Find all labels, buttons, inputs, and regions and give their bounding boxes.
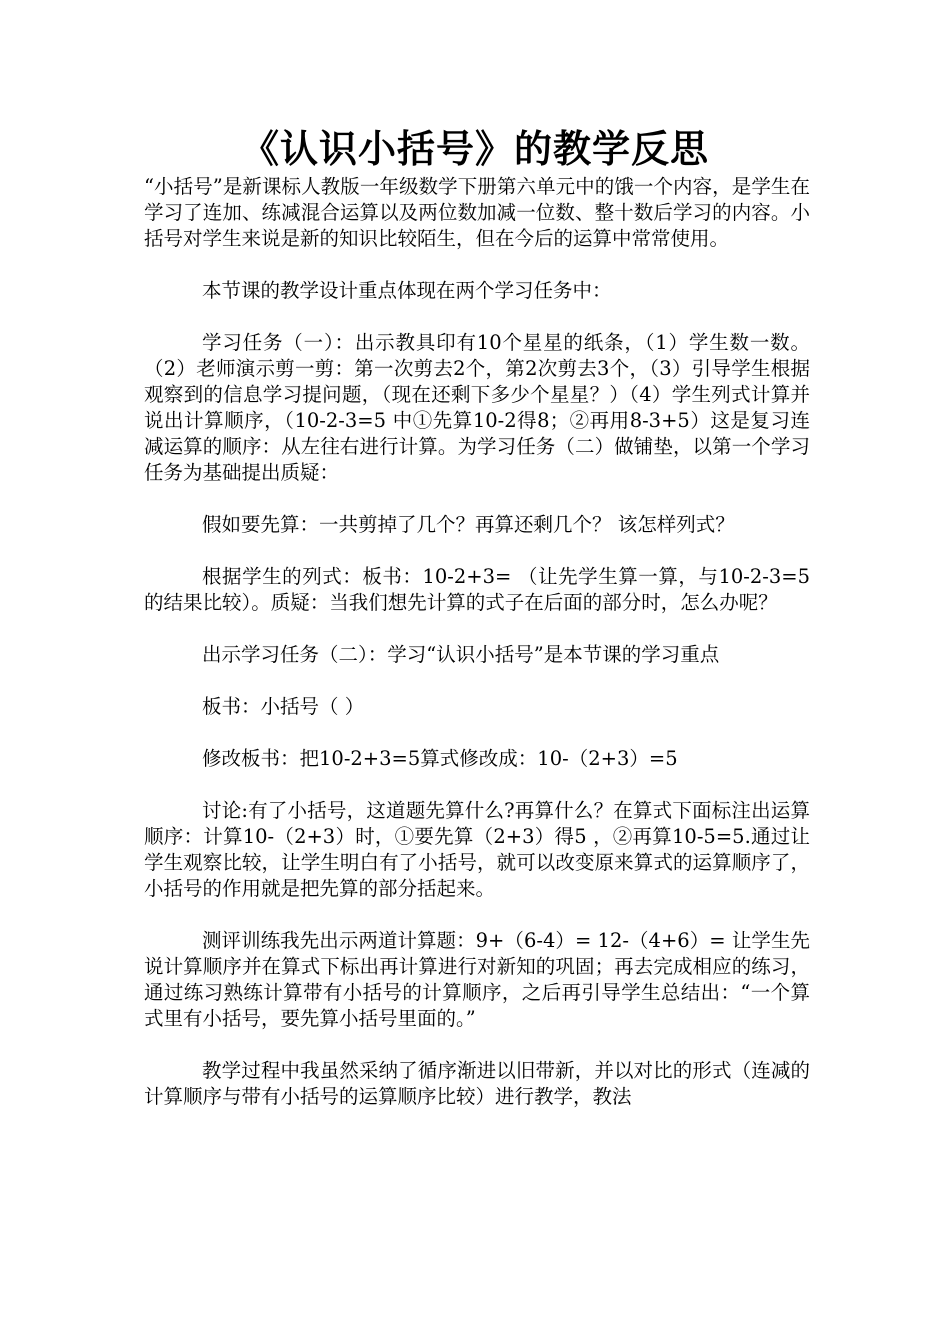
- paragraph-task-two: 出示学习任务（二）：学习“认识小括号”是本节课的学习重点: [202, 643, 720, 666]
- paragraph-assessment: 测评训练我先出示两道计算题：9+（6-4）= 12-（4+6）= 让学生先说计算顺序并在算式下标出再计算进行对新知的巩固；再去完成相应的练习，通过练习熟练计算带有小括号的计算顺序，之后再引导学生总结出：“一个算式里有小括号，要先算小括号里面的。”: [144, 929, 810, 1030]
- document-body: [144, 174, 810, 1110]
- paragraph-discussion: 讨论:有了小括号，这道题先算什么?再算什么？在算式下面标注出运算顺序：计算10-（2+3）时，①要先算（2+3）得5 ，②再算10-5=5.通过让学生观察比较，让学生明白有了小括号，就可以改变原来算式的运算顺序了，小括号的作用就是把先算的部分括起来。: [144, 799, 810, 900]
- paragraph-question: 假如要先算：一共剪掉了几个？再算还剩几个？ 该怎样列式？: [202, 513, 735, 536]
- paragraph-intro: “小括号”是新课标人教版一年级数学下册第六单元中的饿一个内容，是学生在学习了连加、练减混合运算以及两位数加减一位数、整十数后学习的内容。小括号对学生来说是新的知识比较陌生，但在今后的运算中常常使用。: [144, 175, 810, 250]
- paragraph-reflection: 教学过程中我虽然采纳了循序渐进以旧带新，并以对比的形式（连减的计算顺序与带有小括号的运算顺序比较）进行教学，教法: [144, 1059, 810, 1108]
- paragraph-board-parentheses: 板书：小括号（ ）: [202, 695, 365, 718]
- paragraph-task-one: 学习任务（一）：出示教具印有10个星星的纸条，（1）学生数一数。（2）老师演示剪一剪：第一次剪去2个，第2次剪去3个，（3）引导学生根据观察到的信息学习提问题，（现在还剩下多少个星星？）（4）学生列式计算并说出计算顺序，（10-2-3=5 中①先算10-2得8；②再用8-3+5）这是复习连减运算的顺序：从左往右进行计算。为学习任务（二）做铺垫，以第一个学习任务为基础提出质疑：: [144, 331, 810, 484]
- paragraph-design-focus: 本节课的教学设计重点体现在两个学习任务中：: [202, 279, 612, 302]
- paragraph-modified-board: 修改板书：把10-2+3=5算式修改成：10-（2+3）=5: [202, 747, 678, 770]
- paragraph-board-equation: 根据学生的列式：板书：10-2+3= （让先学生算一算，与10-2-3=5的结果比较）。质疑：当我们想先计算的式子在后面的部分时，怎么办呢？: [144, 565, 810, 614]
- document-title: 《认识小括号》的教学反思: [240, 126, 709, 171]
